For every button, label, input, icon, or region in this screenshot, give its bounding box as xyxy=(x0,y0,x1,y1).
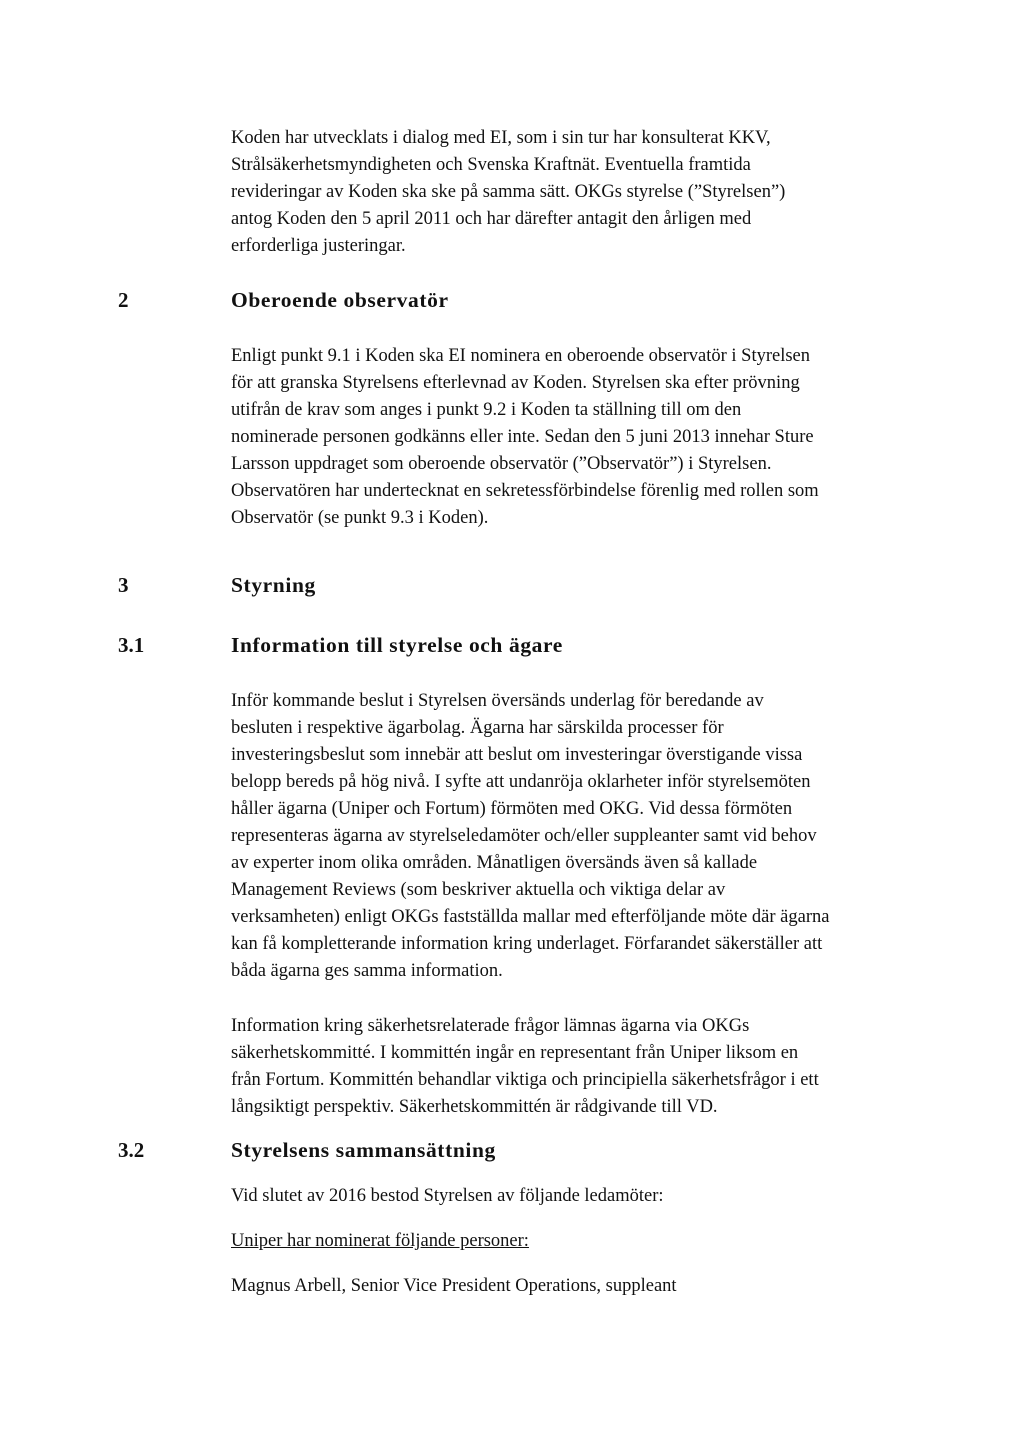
body-line: verksamheten) enligt OKGs fastställda mallar med efterföljande möte där ägarna xyxy=(231,907,830,927)
body-line: besluten i respektive ägarbolag. Ägarna har särskilda processer för xyxy=(231,718,724,738)
body-line: långsiktigt perspektiv. Säkerhetskommittén är rådgivande till VD. xyxy=(231,1097,718,1117)
body-line: Enligt punkt 9.1 i Koden ska EI nominera en oberoende observatör i Styrelsen xyxy=(231,346,811,366)
body-line: Information kring säkerhetsrelaterade frågor lämnas ägarna via OKGs xyxy=(231,1016,750,1036)
body-line: Inför kommande beslut i Styrelsen översänds underlag för beredande av xyxy=(231,691,764,711)
body-line: håller ägarna (Uniper och Fortum) förmöten med OKG. Vid dessa förmöten xyxy=(231,799,793,819)
section-heading: Oberoende observatör xyxy=(231,288,449,312)
subsection-number: 3.2 xyxy=(118,1138,145,1162)
board-member-entry: Magnus Arbell, Senior Vice President Operations, suppleant xyxy=(231,1276,677,1296)
intro-line: antog Koden den 5 april 2011 och har därefter antagit den årligen med xyxy=(231,209,752,229)
subsection-heading: Styrelsens sammansättning xyxy=(231,1138,496,1162)
body-line: investeringsbeslut som innebär att beslut om investeringar överstigande vissa xyxy=(231,745,803,765)
body-line: nominerade personen godkänns eller inte. Sedan den 5 juni 2013 innehar Sture xyxy=(231,427,814,447)
section-number: 3 xyxy=(118,573,129,597)
body-line: belopp bereds på hög nivå. I syfte att undanröja oklarheter inför styrelsemöten xyxy=(231,772,811,792)
body-line: säkerhetskommitté. I kommittén ingår en representant från Uniper liksom en xyxy=(231,1043,799,1063)
intro-line: Koden har utvecklats i dialog med EI, som i sin tur har konsulterat KKV, xyxy=(231,128,771,148)
body-line: för att granska Styrelsens efterlevnad av Koden. Styrelsen ska efter prövning xyxy=(231,373,800,393)
body-line: från Fortum. Kommittén behandlar viktiga och principiella säkerhetsfrågor i ett xyxy=(231,1070,819,1090)
body-line: Observatören har undertecknat en sekretessförbindelse förenlig med rollen som xyxy=(231,481,819,501)
intro-line: Strålsäkerhetsmyndigheten och Svenska Kraftnät. Eventuella framtida xyxy=(231,155,751,175)
body-line: båda ägarna ges samma information. xyxy=(231,961,503,981)
body-line: kan få kompletterande information kring underlaget. Förfarandet säkerställer att xyxy=(231,934,823,954)
intro-line: revideringar av Koden ska ske på samma sätt. OKGs styrelse (”Styrelsen”) xyxy=(231,182,786,202)
body-line: Larsson uppdraget som oberoende observatör (”Observatör”) i Styrelsen. xyxy=(231,454,772,474)
intro-line: erforderliga justeringar. xyxy=(231,236,406,256)
board-intro-text: Vid slutet av 2016 bestod Styrelsen av följande ledamöter: xyxy=(231,1186,664,1206)
subsection-heading: Information till styrelse och ägare xyxy=(231,633,563,657)
body-line: Management Reviews (som beskriver aktuella och viktiga delar av xyxy=(231,880,726,900)
subsection-number: 3.1 xyxy=(118,633,145,657)
section-number: 2 xyxy=(118,288,129,312)
body-line: Observatör (se punkt 9.3 i Koden). xyxy=(231,508,489,528)
body-line: utifrån de krav som anges i punkt 9.2 i Koden ta ställning till om den xyxy=(231,400,742,420)
body-line: av experter inom olika områden. Månatligen översänds även så kallade xyxy=(231,853,758,873)
section-heading: Styrning xyxy=(231,573,316,597)
nominations-subheading: Uniper har nominerat följande personer: xyxy=(231,1231,529,1251)
body-line: representeras ägarna av styrelseledamöter och/eller suppleanter samt vid behov xyxy=(231,826,817,846)
